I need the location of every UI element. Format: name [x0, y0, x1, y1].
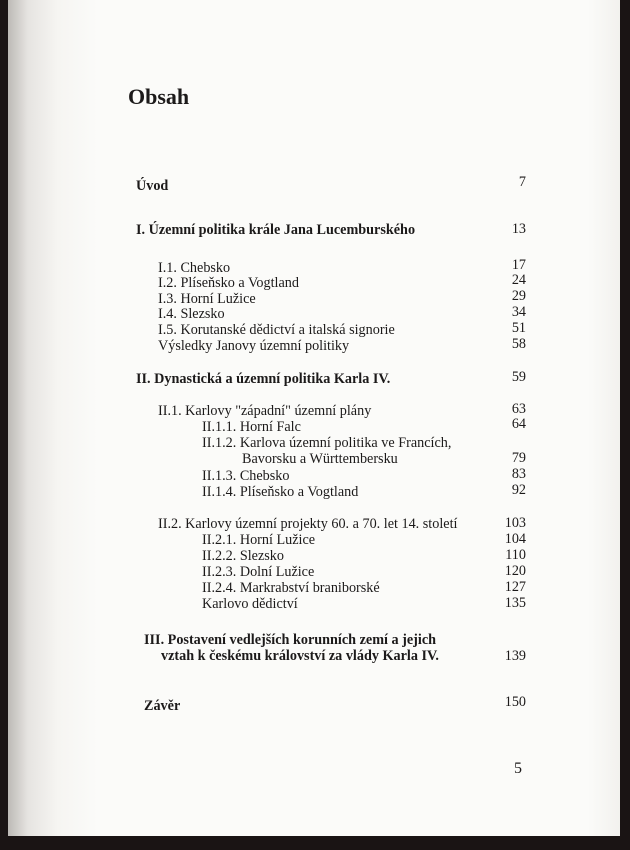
- toc-label: Karlovo dědictví: [202, 596, 298, 612]
- toc-page: 7: [518, 174, 526, 190]
- toc-page: 17: [511, 257, 526, 273]
- toc-page: 104: [504, 531, 526, 547]
- toc-label: II.1.3. Chebsko: [202, 468, 290, 484]
- toc-label: III. Postavení vedlejších korunních zemí a jejich: [144, 632, 437, 648]
- toc-label: I.5. Korutanské dědictví a italská signorie: [158, 322, 395, 338]
- toc-page: 58: [511, 336, 526, 352]
- toc-label: I.4. Slezsko: [158, 306, 225, 322]
- toc-page: 135: [504, 595, 526, 611]
- toc-label-continued: vztah k českému království za vlády Karla IV.: [161, 648, 439, 664]
- toc-page: 120: [504, 563, 526, 579]
- toc-page: 83: [511, 466, 526, 482]
- toc-label: I. Územní politika krále Jana Lucemburského: [136, 222, 416, 238]
- toc-label: I.2. Plíseňsko a Vogtland: [158, 275, 299, 291]
- toc-label: Výsledky Janovy územní politiky: [158, 338, 350, 354]
- toc-label: II. Dynastická a územní politika Karla IV.: [136, 371, 391, 387]
- toc-page: 150: [504, 694, 526, 710]
- page-number: 5: [514, 760, 522, 777]
- toc-page: 110: [505, 547, 526, 563]
- toc-label: II.1.4. Plíseňsko a Vogtland: [202, 484, 359, 500]
- toc-label: II.1.1. Horní Falc: [202, 419, 301, 435]
- toc-page: 29: [511, 288, 526, 304]
- toc-page: 24: [511, 272, 526, 288]
- toc-label: II.2. Karlovy územní projekty 60. a 70. let 14. století: [158, 516, 458, 532]
- toc-label: II.2.4. Markrabství braniborské: [202, 580, 380, 596]
- toc-label: Závěr: [144, 698, 181, 714]
- toc-page: 64: [511, 416, 526, 432]
- toc-label-continued: Bavorsku a Württembersku: [242, 451, 398, 467]
- toc-label: II.2.3. Dolní Lužice: [202, 564, 315, 580]
- toc-label: II.2.2. Slezsko: [202, 548, 284, 564]
- toc-page: 139: [504, 648, 526, 664]
- toc-label: II.2.1. Horní Lužice: [202, 532, 316, 548]
- toc-label: I.3. Horní Lužice: [158, 291, 256, 307]
- toc-page: 34: [511, 304, 526, 320]
- page-title: Obsah: [128, 84, 190, 109]
- toc-page: 79: [511, 450, 526, 466]
- toc-page: 63: [511, 401, 526, 417]
- toc-page: 13: [511, 221, 526, 237]
- toc-label: II.1. Karlovy "západní" územní plány: [158, 403, 372, 419]
- toc-page: 59: [511, 369, 526, 385]
- toc-page: 51: [511, 320, 526, 336]
- toc-page: 92: [511, 482, 526, 498]
- toc-label: II.1.2. Karlova územní politika ve Francích,: [202, 435, 452, 451]
- toc-label: I.1. Chebsko: [158, 260, 231, 276]
- toc-page: 103: [504, 515, 526, 531]
- toc-page: 127: [504, 579, 526, 595]
- toc-label: Úvod: [136, 178, 169, 194]
